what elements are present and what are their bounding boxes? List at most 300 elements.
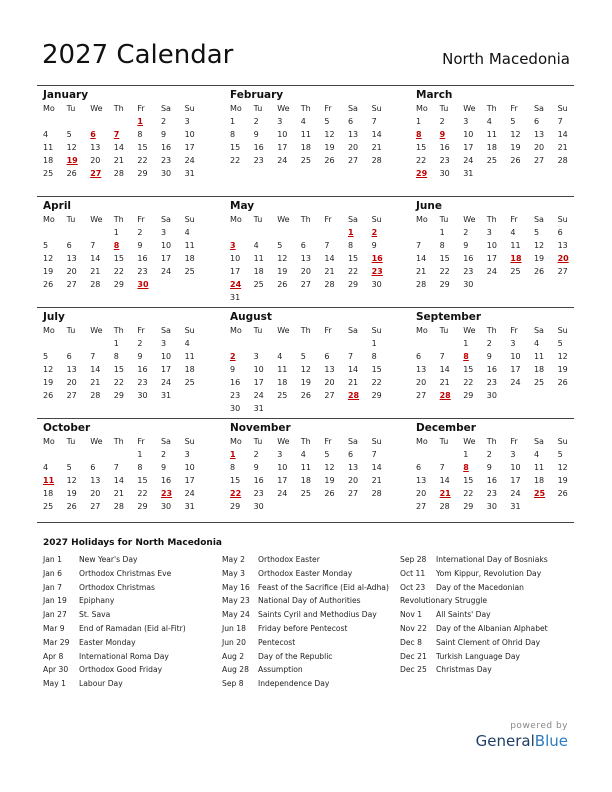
- weekday-header: We: [463, 104, 476, 113]
- weekday-header: We: [90, 437, 103, 446]
- day-cell: 31: [184, 502, 195, 511]
- day-cell: 14: [371, 463, 382, 472]
- day-cell: 26: [324, 489, 335, 498]
- holiday-date: May 16: [222, 582, 250, 592]
- holiday-name: New Year's Day: [79, 555, 138, 564]
- day-cell: 27: [66, 391, 77, 400]
- day-cell: 3: [160, 339, 167, 348]
- weekday-header: Fr: [510, 104, 518, 113]
- day-cell: 1: [463, 450, 469, 459]
- day-cell: 7: [90, 352, 96, 361]
- day-cell: 17: [277, 476, 288, 485]
- day-cell: 12: [277, 254, 288, 263]
- day-cell: 8: [230, 463, 236, 472]
- day-cell: 15: [463, 476, 474, 485]
- day-cell: 25: [253, 280, 264, 289]
- holiday-date: Apr 8: [43, 651, 64, 661]
- weekday-header: Fr: [324, 437, 332, 446]
- month-name: December: [416, 422, 476, 434]
- holiday-entry: [43, 567, 186, 581]
- holidays-section: [37, 522, 574, 689]
- empty-day-cell: [277, 337, 301, 350]
- weekday-header: Mo: [416, 104, 428, 113]
- day-cell: 19: [533, 254, 545, 263]
- empty-day-cell: [114, 448, 138, 461]
- day-cell: 11: [184, 352, 195, 361]
- day-cell: 13: [300, 254, 311, 263]
- month-name: March: [416, 89, 453, 101]
- weekday-header: Tu: [439, 104, 449, 113]
- empty-day-cell: [67, 115, 91, 128]
- day-cell: 31: [230, 293, 241, 302]
- day-cell: 14: [90, 365, 101, 374]
- holiday-date: Sep 28: [400, 555, 427, 564]
- day-cell: 24: [510, 489, 521, 498]
- month-days-grid: [416, 324, 581, 402]
- weekday-header: Tu: [253, 326, 263, 335]
- weekday-header: Mo: [43, 104, 55, 113]
- holiday-date: May 24: [222, 610, 250, 620]
- day-cell: 11: [486, 130, 497, 139]
- day-cell: 4: [277, 352, 283, 361]
- weekday-header: We: [463, 326, 476, 335]
- day-cell: 3: [184, 117, 190, 126]
- weekday-header: Th: [486, 326, 497, 335]
- day-cell: 9: [253, 463, 259, 472]
- holiday-date: Jan 19: [43, 596, 67, 606]
- month-days-grid: [416, 435, 581, 513]
- holiday-date: Sep 8: [222, 679, 244, 689]
- empty-day-cell: [254, 226, 278, 239]
- holiday-entry: [222, 622, 389, 636]
- empty-day-cell: [416, 337, 440, 350]
- day-cell: 17: [486, 254, 497, 263]
- holiday-entry: [222, 677, 389, 691]
- day-cell: 19: [43, 378, 54, 387]
- day-cell: 3: [510, 339, 516, 348]
- day-cell: 6: [347, 117, 354, 126]
- weekday-header: Mo: [230, 437, 242, 446]
- weekday-header: Su: [371, 215, 382, 224]
- day-cell: 26: [277, 280, 288, 289]
- day-cell: 9: [160, 130, 167, 139]
- day-cell: 16: [463, 254, 474, 263]
- day-cell: 6: [347, 450, 354, 459]
- day-cell: 21: [439, 378, 450, 387]
- holiday-day-cell: 23: [160, 489, 173, 498]
- holiday-column-3: [400, 553, 548, 677]
- day-cell: 8: [347, 241, 354, 250]
- day-cell: 13: [324, 365, 335, 374]
- day-cell: 1: [416, 117, 422, 126]
- day-cell: 16: [439, 143, 450, 152]
- holiday-entry: [43, 677, 186, 691]
- holiday-date: Apr 30: [43, 665, 69, 675]
- holiday-entry: [222, 594, 389, 608]
- weekday-header: We: [277, 104, 290, 113]
- day-cell: 22: [439, 267, 450, 276]
- holiday-day-cell: 3: [230, 241, 236, 250]
- holiday-day-cell: 19: [66, 156, 78, 165]
- weekday-header: Su: [371, 326, 382, 335]
- day-cell: 5: [277, 241, 283, 250]
- day-cell: 28: [90, 391, 101, 400]
- weekday-header: Tu: [439, 215, 449, 224]
- day-cell: 10: [230, 254, 241, 263]
- day-cell: 3: [486, 228, 492, 237]
- holiday-day-cell: 16: [371, 254, 383, 263]
- weekday-header: We: [90, 104, 103, 113]
- day-cell: 28: [439, 502, 450, 511]
- month-days-grid: [43, 102, 208, 180]
- empty-day-cell: [254, 337, 278, 350]
- day-cell: 29: [137, 169, 148, 178]
- day-cell: 10: [277, 463, 288, 472]
- day-cell: 29: [347, 280, 359, 289]
- brand-logo[interactable]: [476, 721, 568, 750]
- day-cell: 12: [66, 476, 77, 485]
- day-cell: 26: [324, 156, 335, 165]
- holiday-day-cell: 21: [439, 489, 451, 498]
- calendar-row: [37, 418, 574, 529]
- holiday-entry: [43, 581, 186, 595]
- day-cell: 5: [43, 241, 49, 250]
- holiday-day-cell: 6: [90, 130, 96, 139]
- day-cell: 22: [230, 156, 241, 165]
- weekday-header: Su: [557, 437, 568, 446]
- day-cell: 17: [277, 143, 288, 152]
- holiday-name: Orthodox Easter Monday: [258, 568, 353, 578]
- empty-day-cell: [67, 448, 91, 461]
- day-cell: 2: [253, 450, 259, 459]
- day-cell: 22: [113, 267, 124, 276]
- day-cell: 16: [253, 143, 264, 152]
- weekday-header: Sa: [533, 104, 544, 113]
- weekday-header: Fr: [324, 104, 332, 113]
- holiday-entry: [400, 594, 548, 608]
- day-cell: 20: [66, 267, 77, 276]
- day-cell: 19: [557, 476, 568, 485]
- day-cell: 30: [439, 169, 450, 178]
- day-cell: 15: [137, 143, 148, 152]
- day-cell: 5: [324, 450, 330, 459]
- day-cell: 8: [439, 241, 445, 250]
- day-cell: 28: [371, 156, 382, 165]
- day-cell: 22: [137, 489, 148, 498]
- empty-day-cell: [440, 448, 464, 461]
- weekday-header: Tu: [253, 215, 263, 224]
- day-cell: 7: [439, 352, 445, 361]
- day-cell: 11: [510, 241, 521, 250]
- day-cell: 10: [184, 463, 195, 472]
- day-cell: 20: [324, 378, 335, 387]
- holiday-date: Oct 23: [400, 582, 426, 592]
- weekday-header: Th: [113, 326, 124, 335]
- day-cell: 25: [300, 489, 311, 498]
- holiday-day-cell: 1: [347, 228, 354, 237]
- calendar-row: [37, 85, 574, 196]
- day-cell: 30: [463, 280, 474, 289]
- day-cell: 10: [510, 352, 521, 361]
- weekday-header: Su: [371, 437, 382, 446]
- holiday-day-cell: 11: [43, 476, 55, 485]
- day-cell: 11: [277, 365, 288, 374]
- day-cell: 2: [486, 450, 492, 459]
- day-cell: 10: [160, 241, 172, 250]
- day-cell: 4: [253, 241, 259, 250]
- day-cell: 21: [324, 267, 335, 276]
- day-cell: 7: [439, 463, 445, 472]
- day-cell: 9: [371, 241, 377, 250]
- day-cell: 16: [137, 365, 148, 374]
- holiday-name: International Day of Bosniaks: [436, 555, 548, 564]
- day-cell: 5: [510, 117, 516, 126]
- day-cell: 30: [160, 502, 172, 511]
- month-days-grid: [416, 102, 581, 180]
- day-cell: 24: [510, 378, 521, 387]
- day-cell: 10: [463, 130, 474, 139]
- day-cell: 21: [371, 143, 382, 152]
- day-cell: 23: [439, 156, 450, 165]
- day-cell: 15: [347, 254, 359, 263]
- day-cell: 13: [347, 130, 359, 139]
- holiday-name: Pentecost: [258, 637, 296, 647]
- weekday-header: Th: [300, 215, 311, 224]
- day-cell: 7: [324, 241, 330, 250]
- month-days-grid: [43, 213, 208, 291]
- weekday-header: We: [90, 215, 103, 224]
- day-cell: 8: [371, 352, 377, 361]
- day-cell: 14: [347, 365, 359, 374]
- empty-day-cell: [43, 337, 67, 350]
- day-cell: 21: [371, 476, 382, 485]
- weekday-header: Th: [486, 104, 497, 113]
- day-cell: 27: [324, 391, 335, 400]
- weekday-header: Sa: [533, 437, 544, 446]
- weekday-header: Su: [184, 437, 195, 446]
- day-cell: 1: [113, 228, 119, 237]
- day-cell: 3: [253, 352, 259, 361]
- weekday-header: Su: [557, 326, 568, 335]
- day-cell: 23: [486, 378, 497, 387]
- day-cell: 27: [557, 267, 568, 276]
- holiday-name: National Day of Authorities: [258, 596, 361, 606]
- day-cell: 16: [486, 476, 497, 485]
- holiday-day-cell: 20: [557, 254, 569, 263]
- day-cell: 31: [184, 169, 195, 178]
- day-cell: 19: [557, 365, 568, 374]
- day-cell: 15: [230, 476, 241, 485]
- holiday-entry: [222, 553, 389, 567]
- day-cell: 13: [66, 254, 77, 263]
- month-name: September: [416, 311, 482, 323]
- day-cell: 29: [230, 502, 241, 511]
- day-cell: 9: [463, 241, 469, 250]
- day-cell: 25: [43, 169, 54, 178]
- day-cell: 13: [347, 463, 359, 472]
- day-cell: 19: [66, 489, 77, 498]
- day-cell: 25: [486, 156, 497, 165]
- day-cell: 18: [184, 254, 195, 263]
- holiday-entry: [400, 650, 548, 664]
- holiday-name: Assumption: [258, 665, 303, 675]
- day-cell: 29: [463, 502, 474, 511]
- day-cell: 10: [277, 130, 288, 139]
- holiday-name: End of Ramadan (Eid al-Fitr): [79, 623, 186, 633]
- day-cell: 15: [463, 365, 474, 374]
- weekday-header: Sa: [347, 104, 358, 113]
- day-cell: 31: [510, 502, 521, 511]
- day-cell: 23: [253, 489, 264, 498]
- day-cell: 23: [137, 267, 148, 276]
- day-cell: 17: [160, 365, 172, 374]
- day-cell: 22: [347, 267, 359, 276]
- holiday-day-cell: 9: [439, 130, 446, 139]
- holiday-day-cell: 2: [230, 352, 236, 361]
- day-cell: 4: [300, 117, 306, 126]
- weekday-header: Tu: [253, 437, 263, 446]
- weekday-header: Su: [184, 326, 195, 335]
- day-cell: 1: [230, 117, 236, 126]
- day-cell: 2: [160, 450, 167, 459]
- empty-day-cell: [301, 337, 325, 350]
- day-cell: 8: [113, 352, 119, 361]
- day-cell: 22: [371, 378, 382, 387]
- day-cell: 27: [347, 156, 359, 165]
- empty-day-cell: [43, 115, 67, 128]
- day-cell: 9: [137, 352, 143, 361]
- day-cell: 26: [557, 489, 568, 498]
- day-cell: 16: [253, 476, 264, 485]
- holiday-date: Aug 28: [222, 665, 249, 675]
- holiday-name: Orthodox Christmas Eve: [79, 568, 172, 578]
- month-days-grid: [230, 324, 395, 415]
- month-name: August: [230, 311, 272, 323]
- brand-name-blue: Blue: [534, 732, 568, 750]
- day-cell: 18: [486, 143, 497, 152]
- brand-name: [476, 732, 568, 750]
- holiday-column-1: [43, 553, 186, 691]
- day-cell: 28: [90, 280, 101, 289]
- holiday-entry: [43, 663, 186, 677]
- holiday-date: Dec 25: [400, 665, 427, 675]
- brand-name-general: General: [475, 732, 535, 750]
- holiday-date: Dec 21: [400, 651, 427, 661]
- day-cell: 21: [90, 267, 101, 276]
- holiday-day-cell: 27: [90, 169, 102, 178]
- month-name: November: [230, 422, 291, 434]
- day-cell: 10: [486, 241, 497, 250]
- holiday-entry: [222, 663, 389, 677]
- holiday-entry: [400, 581, 548, 595]
- day-cell: 10: [184, 130, 195, 139]
- day-cell: 3: [184, 450, 190, 459]
- weekday-header: Th: [113, 104, 124, 113]
- month-may: [230, 197, 395, 304]
- holiday-entry: [400, 553, 548, 567]
- day-cell: 25: [277, 391, 288, 400]
- weekday-header: Su: [184, 215, 195, 224]
- day-cell: 18: [253, 267, 264, 276]
- day-cell: 8: [230, 130, 236, 139]
- holiday-name: Christmas Day: [436, 665, 492, 675]
- day-cell: 20: [416, 489, 427, 498]
- day-cell: 19: [324, 143, 335, 152]
- day-cell: 26: [43, 391, 54, 400]
- month-days-grid: [43, 435, 208, 513]
- day-cell: 11: [43, 143, 54, 152]
- day-cell: 2: [486, 339, 492, 348]
- empty-day-cell: [324, 337, 348, 350]
- empty-day-cell: [90, 226, 114, 239]
- day-cell: 26: [557, 378, 568, 387]
- holiday-name: Orthodox Good Friday: [79, 665, 163, 675]
- day-cell: 19: [510, 143, 521, 152]
- day-cell: 6: [557, 228, 563, 237]
- holiday-date: Nov 22: [400, 623, 427, 633]
- holiday-day-cell: 28: [347, 391, 360, 400]
- day-cell: 14: [371, 130, 382, 139]
- day-cell: 5: [533, 228, 540, 237]
- day-cell: 31: [463, 169, 474, 178]
- holiday-day-cell: 8: [416, 130, 422, 139]
- month-april: [43, 197, 208, 291]
- day-cell: 21: [90, 378, 101, 387]
- day-cell: 9: [486, 352, 492, 361]
- day-cell: 27: [347, 489, 359, 498]
- weekday-header: Mo: [230, 215, 242, 224]
- empty-day-cell: [67, 226, 91, 239]
- day-cell: 24: [184, 489, 195, 498]
- day-cell: 16: [160, 476, 172, 485]
- day-cell: 6: [66, 241, 72, 250]
- day-cell: 9: [230, 365, 236, 374]
- month-january: [43, 86, 208, 180]
- day-cell: 29: [439, 280, 450, 289]
- weekday-header: Mo: [43, 326, 55, 335]
- day-cell: 29: [371, 391, 382, 400]
- month-november: [230, 419, 395, 513]
- day-cell: 20: [347, 476, 359, 485]
- holiday-entry: [43, 650, 186, 664]
- calendar-row: [37, 196, 574, 307]
- day-cell: 18: [277, 378, 288, 387]
- empty-day-cell: [416, 448, 440, 461]
- day-cell: 14: [324, 254, 335, 263]
- month-february: [230, 86, 395, 167]
- holiday-name: Day of the Macedonian: [436, 582, 524, 592]
- day-cell: 1: [439, 228, 445, 237]
- month-name: January: [43, 89, 89, 101]
- day-cell: 2: [463, 228, 469, 237]
- day-cell: 23: [463, 267, 474, 276]
- day-cell: 17: [510, 476, 521, 485]
- month-june: [416, 197, 581, 291]
- day-cell: 4: [510, 228, 516, 237]
- day-cell: 29: [113, 280, 124, 289]
- day-cell: 5: [324, 117, 330, 126]
- day-cell: 30: [371, 280, 382, 289]
- day-cell: 20: [66, 378, 77, 387]
- holiday-entry: [43, 608, 186, 622]
- day-cell: 7: [371, 450, 377, 459]
- day-cell: 5: [557, 339, 563, 348]
- month-name: October: [43, 422, 91, 434]
- day-cell: 2: [137, 228, 143, 237]
- day-cell: 1: [113, 339, 119, 348]
- day-cell: 4: [43, 130, 49, 139]
- day-cell: 5: [557, 450, 563, 459]
